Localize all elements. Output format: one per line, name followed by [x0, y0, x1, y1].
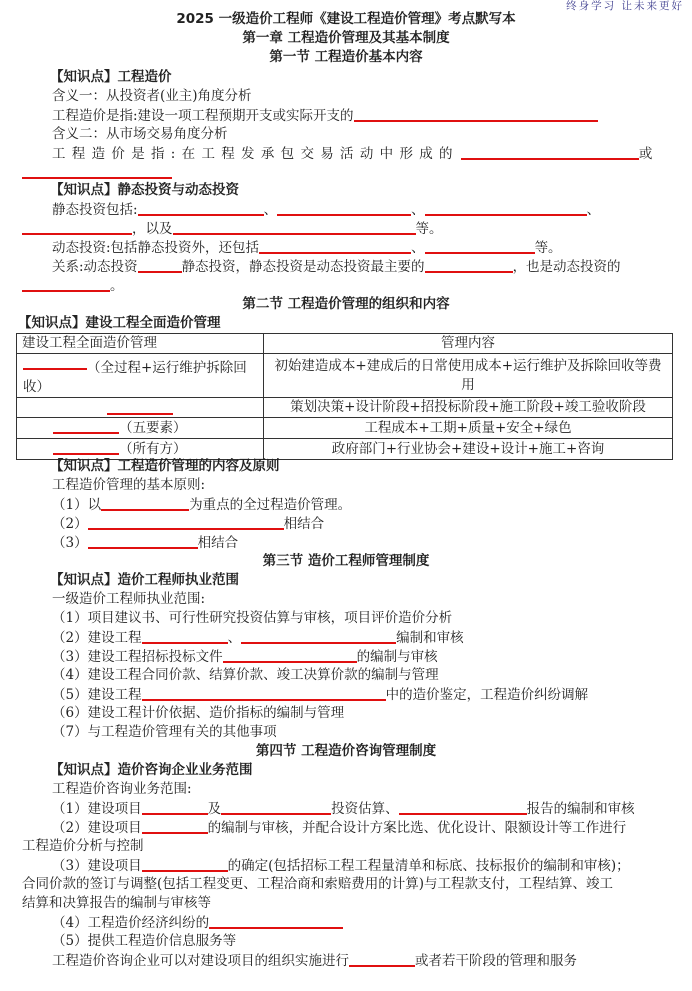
table-label-text: （所有方） — [119, 441, 187, 457]
text-line — [52, 913, 343, 933]
table-label-cell — [17, 418, 264, 439]
fill-blank[interactable] — [142, 856, 228, 872]
text: 等。 — [415, 221, 443, 237]
fill-blank[interactable] — [23, 354, 87, 370]
text-line — [52, 106, 598, 126]
fill-blank[interactable] — [425, 257, 513, 273]
text-line: 合同价款的签订与调整(包括工程变更、工程洽商和索赔费用的计算)与工程款支付，工程结算、竣工 — [22, 876, 614, 892]
kp-heading: 【知识点】建设工程全面造价管理 — [18, 315, 221, 331]
fill-blank[interactable] — [138, 257, 182, 273]
fill-blank[interactable] — [209, 913, 343, 929]
table-content-cell: 初始建造成本+建成后的日常使用成本+运行维护及拆除回收等费用 — [264, 354, 673, 398]
text-line: 一级造价工程师执业范围: — [52, 591, 206, 607]
text-line: 结算和决算报告的编制与审核等 — [22, 895, 211, 911]
text-line: （4）建设工程合同价款、结算价款、竣工决算价款的编制与管理 — [52, 667, 439, 683]
fill-blank[interactable] — [53, 439, 119, 455]
text: 动态投资:包括静态投资外，还包括 — [52, 240, 260, 256]
full-cost-management-table — [16, 333, 673, 460]
text-line — [52, 628, 464, 648]
text: 。 — [110, 278, 124, 294]
fill-blank[interactable] — [142, 685, 386, 701]
text-line — [52, 495, 351, 515]
text: 为重点的全过程造价管理。 — [189, 497, 352, 513]
section-4-title: 第四节 工程造价咨询管理制度 — [255, 743, 437, 759]
table-content-cell: 工程成本+工期+质量+安全+绿色 — [264, 418, 673, 439]
fill-blank[interactable] — [107, 399, 173, 415]
fill-blank[interactable] — [101, 495, 189, 511]
fill-blank[interactable] — [259, 238, 411, 254]
text-line — [52, 257, 621, 277]
text: 、 — [411, 240, 425, 256]
table-header-row — [17, 334, 673, 354]
text: 、 — [586, 202, 601, 218]
document-title: 2025 一级造价工程师《建设工程造价管理》考点默写本 — [176, 11, 516, 27]
text-line — [52, 238, 562, 258]
kp-heading: 【知识点】造价工程师执业范围 — [50, 572, 239, 588]
header-tagline: 终身学习 让未来更好 — [566, 0, 684, 12]
text: 工程造价咨询企业可以对建设项目的组织实施进行 — [52, 953, 349, 969]
text: 的确定(包括招标工程工程量清单和标底、技标报价的编制和审核)； — [227, 858, 630, 874]
text: 投资估算、 — [331, 801, 399, 817]
text: 相结合 — [283, 516, 325, 532]
section-1-title: 第一节 工程造价基本内容 — [269, 49, 423, 65]
text: ，也是动态投资的 — [512, 259, 621, 275]
text: （3） — [52, 535, 88, 551]
fill-blank[interactable] — [461, 144, 639, 160]
text: （2）建设工程 — [52, 630, 142, 646]
text: （4）工程造价经济纠纷的 — [52, 915, 210, 931]
table-row — [17, 418, 673, 439]
text: （1）建设项目 — [52, 801, 142, 817]
kp-heading: 【知识点】造价咨询企业业务范围 — [50, 762, 253, 778]
fill-blank[interactable] — [173, 219, 416, 235]
text: 及 — [207, 801, 222, 817]
text-line — [52, 818, 626, 838]
fill-blank[interactable] — [22, 276, 110, 292]
text: （5）建设工程 — [52, 687, 142, 703]
fill-blank[interactable] — [138, 200, 264, 216]
text: 工程造价是指:在工程发承包交易活动中形成的 — [52, 146, 459, 162]
text-line: （6）建设工程计价依据、造价指标的编制与管理 — [52, 705, 345, 721]
text-line: 工程造价咨询业务范围: — [52, 781, 192, 797]
text: 、 — [411, 202, 425, 218]
table-label-text: （全过程+运行维护拆除回收） — [23, 360, 247, 395]
text: 相结合 — [197, 535, 239, 551]
table-label-cell — [17, 354, 264, 398]
section-3-title: 第三节 造价工程师管理制度 — [262, 553, 430, 569]
table-content-cell: 政府部门+行业协会+建设+设计+施工+咨询 — [264, 439, 673, 460]
text-line — [52, 514, 324, 534]
text-line — [52, 533, 238, 553]
kp-heading: 【知识点】静态投资与动态投资 — [50, 182, 239, 198]
text: 中的造价鉴定，工程造价纠纷调解 — [385, 687, 589, 703]
text: 、 — [227, 630, 242, 646]
fill-blank[interactable] — [53, 418, 119, 434]
fill-blank[interactable] — [425, 238, 535, 254]
table-header-cell: 管理内容 — [264, 334, 673, 354]
table-row — [17, 398, 673, 418]
text-line — [22, 219, 443, 239]
text: （2） — [52, 516, 88, 532]
text: 静态投资，静态投资是动态投资最主要的 — [181, 259, 425, 275]
text-line — [22, 163, 172, 183]
fill-blank[interactable] — [88, 514, 284, 530]
text-line: （7）与工程造价管理有关的其他事项 — [52, 724, 277, 740]
fill-blank[interactable] — [142, 628, 228, 644]
kp-heading: 【知识点】工程造价管理的内容及原则 — [50, 458, 280, 474]
text-line — [52, 856, 630, 876]
text-line — [52, 685, 588, 705]
table-header-cell: 建设工程全面造价管理 — [17, 334, 264, 354]
fill-blank[interactable] — [88, 533, 198, 549]
text: 编制和审核 — [396, 630, 464, 646]
text: 或 — [638, 146, 653, 162]
fill-blank[interactable] — [354, 106, 598, 122]
text: （3）建设工程招标投标文件 — [52, 649, 223, 665]
text: 、 — [263, 202, 278, 218]
text-line: （5）提供工程造价信息服务等 — [52, 933, 237, 949]
fill-blank[interactable] — [399, 799, 527, 815]
fill-blank[interactable] — [425, 200, 587, 216]
text-line — [22, 276, 124, 296]
text-line: 工程造价管理的基本原则: — [52, 477, 206, 493]
text-line — [52, 200, 600, 220]
text-line — [52, 951, 577, 971]
fill-blank[interactable] — [241, 628, 396, 644]
fill-blank[interactable] — [221, 799, 331, 815]
fill-blank[interactable] — [142, 818, 208, 834]
fill-blank[interactable] — [349, 951, 415, 967]
table-label-text: （五要素） — [119, 420, 187, 436]
table-row — [17, 354, 673, 398]
text: 的编制与审核，并配合设计方案比选、优化设计、限额设计等工作进行 — [207, 820, 627, 836]
text-line — [52, 144, 652, 164]
fill-blank[interactable] — [277, 200, 411, 216]
text: 或者若干阶段的管理和服务 — [415, 953, 577, 969]
fill-blank[interactable] — [22, 163, 172, 179]
text: 静态投资包括: — [52, 202, 138, 218]
fill-blank[interactable] — [223, 647, 357, 663]
text: （3）建设项目 — [52, 858, 142, 874]
text: 等。 — [534, 240, 562, 256]
section-2-title: 第二节 工程造价管理的组织和内容 — [242, 296, 450, 312]
fill-blank[interactable] — [22, 219, 132, 235]
text: （2）建设项目 — [52, 820, 142, 836]
kp-heading: 【知识点】工程造价 — [50, 69, 172, 85]
text-line — [52, 647, 438, 667]
text: ，以及 — [132, 221, 173, 237]
chapter-title: 第一章 工程造价管理及其基本制度 — [242, 30, 450, 46]
text: 工程造价是指:建设一项工程预期开支或实际开支的 — [52, 108, 354, 124]
text-line: 含义二：从市场交易角度分析 — [52, 126, 228, 142]
text-line: 工程造价分析与控制 — [22, 838, 144, 854]
text: 报告的编制和审核 — [526, 801, 635, 817]
text: 关系:动态投资 — [52, 259, 138, 275]
text: 的编制与审核 — [356, 649, 438, 665]
fill-blank[interactable] — [142, 799, 208, 815]
text-line: （1）项目建议书、可行性研究投资估算与审核，项目评价造价分析 — [52, 610, 453, 626]
text-line: 含义一：从投资者(业主)角度分析 — [52, 88, 252, 104]
table-content-cell: 策划决策+设计阶段+招投标阶段+施工阶段+竣工验收阶段 — [264, 398, 673, 418]
text-line — [52, 799, 635, 819]
table-label-cell — [17, 398, 264, 418]
text: （1）以 — [52, 497, 102, 513]
